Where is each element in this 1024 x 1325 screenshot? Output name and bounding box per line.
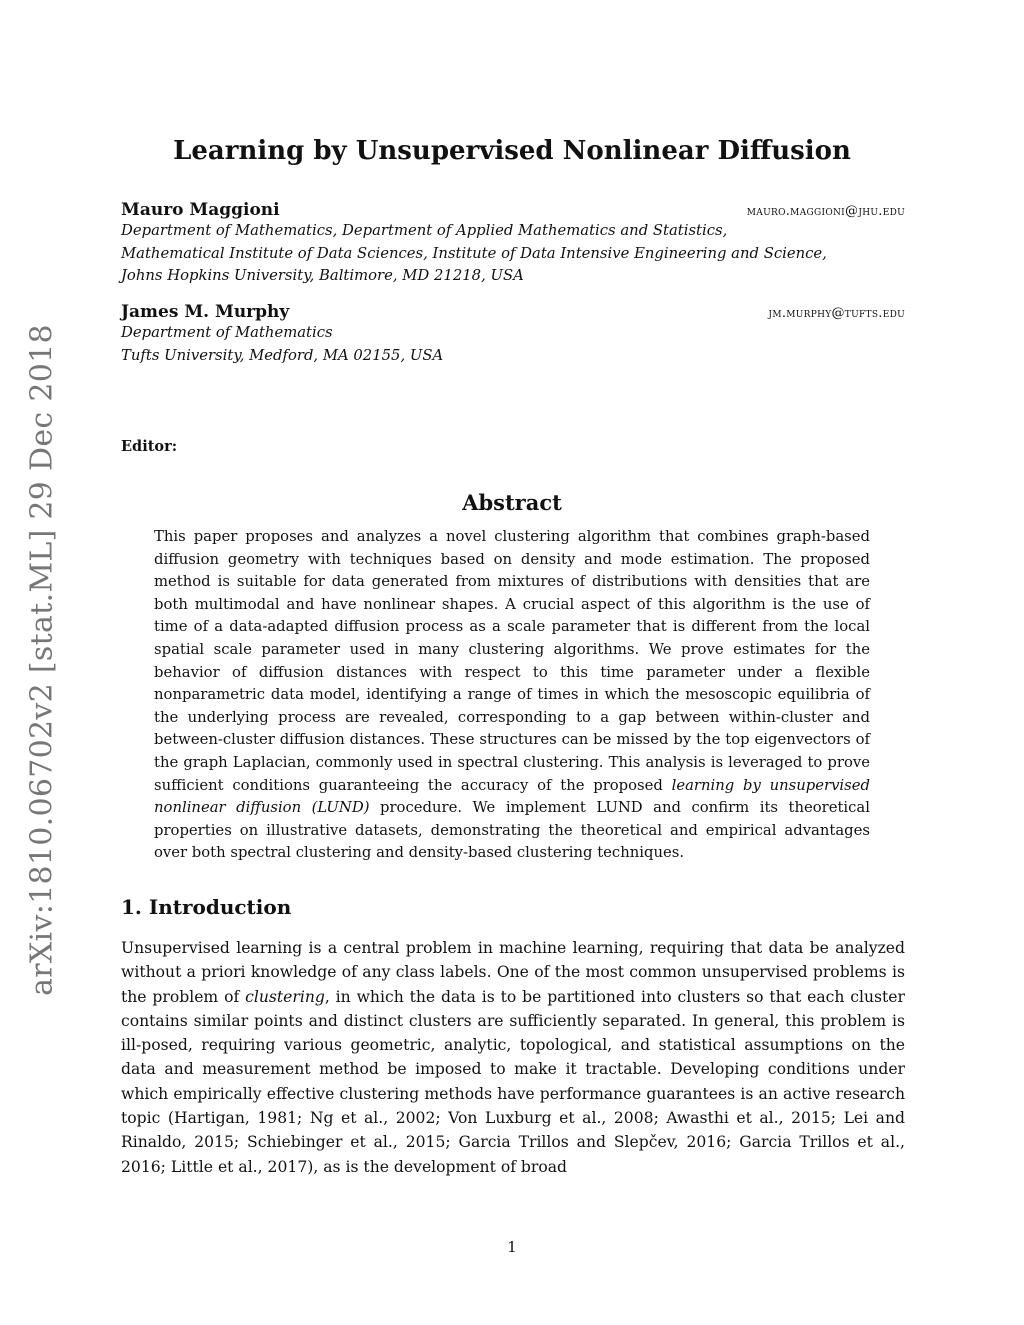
author-email[interactable]: mauro.maggioni@jhu.edu (746, 204, 905, 219)
abstract-heading: Abstract (462, 490, 562, 515)
author-block-2 (121, 302, 905, 367)
paper-title: Learning by Unsupervised Nonlinear Diffusion (173, 136, 851, 166)
author-block-1 (121, 200, 905, 288)
author-affiliation: Department of Mathematics (121, 324, 333, 341)
introduction-body (121, 936, 905, 1179)
page-number: 1 (507, 1238, 517, 1256)
author-email[interactable]: jm.murphy@tufts.edu (768, 306, 905, 321)
abstract-emphasis: learning by unsupervised nonlinear diffusion (LUND) (154, 776, 870, 817)
author-affiliation: Department of Mathematics, Department of Applied Mathematics and Statistics, (121, 222, 728, 239)
abstract-text-end: procedure. We implement LUND and confirm its theoretical properties on illustrative datasets, demonstrating the theoretical and empirical advantages over both spectral clustering and density-based clustering techniques. (154, 799, 870, 862)
introduction-text-end: , in which the data is to be partitioned into clusters so that each cluster contains similar points and distinct clusters are sufficiently separated. In general, this problem is ill-posed, requiring various geometric, analytic, topological, and statistical assumptions on the data and measurement method be imposed to make it tractable. Developing conditions under which empirically effective clustering methods have performance guarantees is an active research topic (Hartigan, 1981; Ng et al., 2002; Von Luxburg et al., 2008; Awasthi et al., 2015; Lei and Rinaldo, 2015; Schiebinger et al., 2015; Garcia Trillos and Slepčev, 2016; Garcia Trillos et al., 2016; Little et al., 2017), as is the development of broad (121, 987, 905, 1176)
section-heading-introduction: 1. Introduction (121, 895, 292, 919)
author-name: Mauro Maggioni (121, 200, 280, 220)
abstract-text: This paper proposes and analyzes a novel clustering algorithm that combines graph-based diffusion geometry with techniques based on density and mode estimation. The proposed method is suitable for data generated from mixtures of distributions with densities that are both multimodal and have nonlinear shapes. A crucial aspect of this algorithm is the use of time of a data-adapted diffusion process as a scale parameter that is different from the local spatial scale parameter used in many clustering algorithms. We prove estimates for the behavior of diffusion distances with respect to this time parameter under a flexible nonparametric data model, identifying a range of times in which the mesoscopic equilibria of the underlying process are revealed, corresponding to a gap between within-cluster and between-cluster diffusion distances. These structures can be missed by the top eigenvectors of the graph Laplacian, commonly used in spectral clustering. This analysis is leveraged to prove sufficient conditions guaranteeing the accuracy of the proposed (154, 528, 870, 794)
author-name: James M. Murphy (121, 302, 290, 322)
introduction-text: Unsupervised learning is a central problem in machine learning, requiring that data be analyzed without a priori knowledge of any class labels. One of the most common unsupervised problems is the problem of (121, 939, 905, 1006)
introduction-emphasis: clustering (245, 987, 325, 1006)
author-affiliation: Tufts University, Medford, MA 02155, USA (121, 346, 444, 364)
editor-label: Editor: (121, 438, 178, 455)
author-affiliation: Johns Hopkins University, Baltimore, MD 21218, USA (121, 267, 524, 284)
abstract-body (154, 526, 870, 865)
arxiv-side-identifier: arXiv:1810.06702v2 [stat.ML] 29 Dec 2018 (24, 324, 60, 996)
author-affiliation: Mathematical Institute of Data Sciences, Institute of Data Intensive Engineering and Science, (121, 244, 827, 262)
